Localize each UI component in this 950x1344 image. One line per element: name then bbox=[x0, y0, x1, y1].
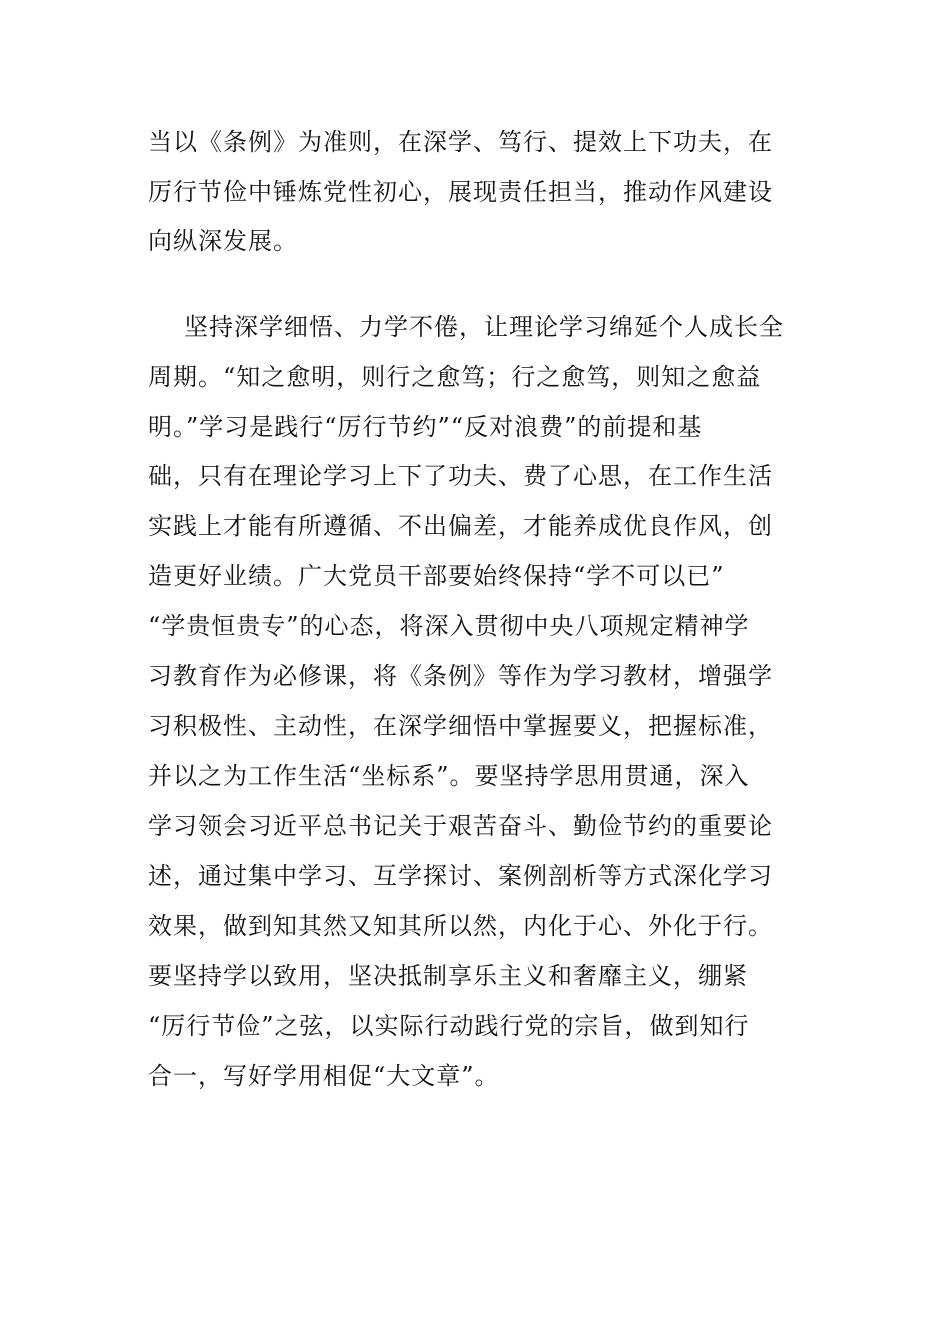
paragraph-2-line: 习积极性、主动性，在深学细悟中掌握要义，把握标准， bbox=[148, 712, 773, 740]
paragraph-2-line: 并以之为工作生活“坐标系”。要坚持学思用贯通，深入 bbox=[148, 762, 750, 790]
paragraph-2-line: 实践上才能有所遵循、不出偏差，才能养成优良作风，创 bbox=[148, 512, 773, 540]
paragraph-2-line: 础，只有在理论学习上下了功夫、费了心思，在工作生活 bbox=[148, 462, 773, 490]
paragraph-2-line: 造更好业绩。广大党员干部要始终保持“学不可以已” bbox=[148, 562, 725, 590]
paragraph-2-line: 要坚持学以致用，坚决抵制享乐主义和奢靡主义，绷紧 bbox=[148, 962, 748, 990]
paragraph-2-line: 周期。“知之愈明，则行之愈笃；行之愈笃，则知之愈益 bbox=[148, 363, 762, 391]
paragraph-2-line: “厉行节俭”之弦，以实际行动践行党的宗旨，做到知行 bbox=[148, 1012, 750, 1040]
paragraph-2-line: 习教育作为必修课，将《条例》等作为学习教材，增强学 bbox=[148, 662, 773, 690]
paragraph-2-line: 坚持深学细悟、力学不倦，让理论学习绵延个人成长全 bbox=[184, 313, 784, 341]
paragraph-2-line: 述，通过集中学习、互学探讨、案例剖析等方式深化学习 bbox=[148, 862, 773, 890]
paragraph-2-line: 明。”学习是践行“厉行节约”“反对浪费”的前提和基 bbox=[148, 413, 703, 441]
paragraph-1-line: 厉行节俭中锤炼党性初心，展现责任担当，推动作风建设 bbox=[148, 178, 773, 206]
paragraph-1-line: 向纵深发展。 bbox=[148, 227, 298, 255]
paragraph-2-line: 学习领会习近平总书记关于艰苦奋斗、勤俭节约的重要论 bbox=[148, 812, 773, 840]
paragraph-1-line: 当以《条例》为准则，在深学、笃行、提效上下功夫，在 bbox=[148, 128, 773, 156]
paragraph-2-line: “学贵恒贵专”的心态，将深入贯彻中央八项规定精神学 bbox=[148, 612, 750, 640]
paragraph-2-line: 合一，写好学用相促“大文章”。 bbox=[148, 1062, 500, 1090]
paragraph-2-line: 效果，做到知其然又知其所以然，内化于心、外化于行。 bbox=[148, 912, 773, 940]
